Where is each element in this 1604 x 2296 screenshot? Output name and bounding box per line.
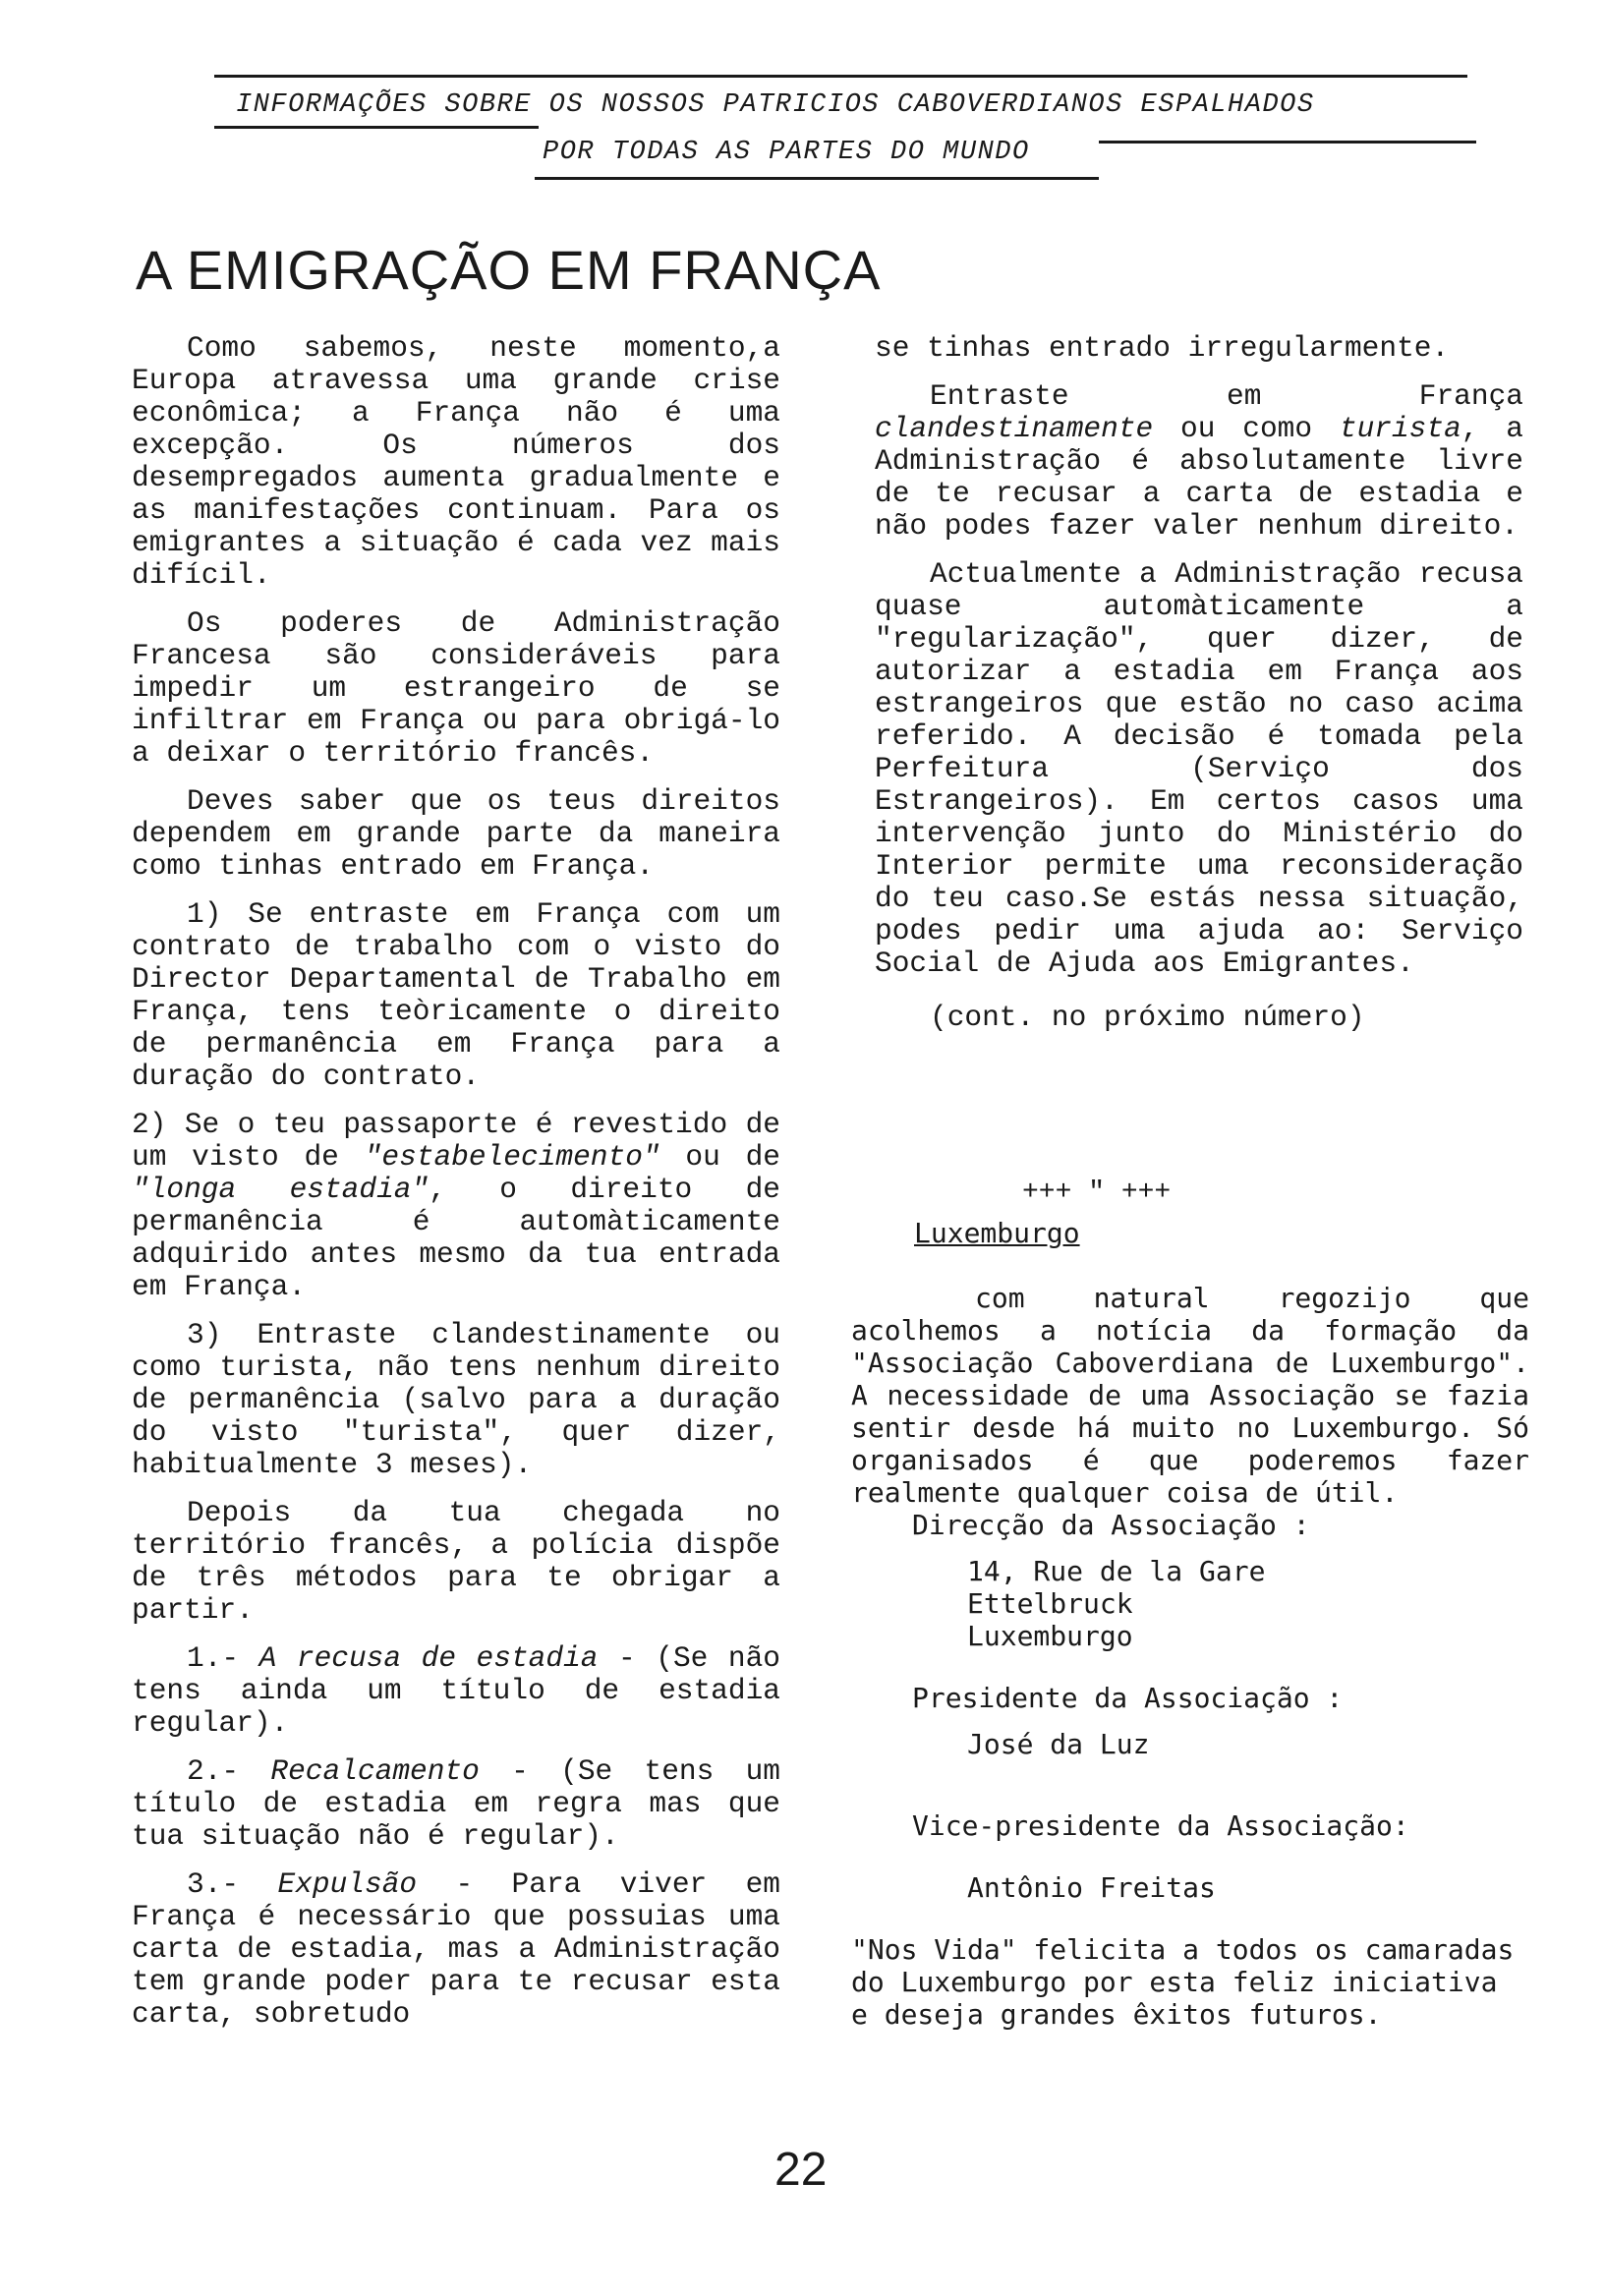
text-run: - (Se não tens ainda um título de estadia regular). bbox=[132, 1641, 780, 1740]
paragraph: Os poderes de Administração Francesa são consideráveis para impedir um estrangeiro de se infiltrar em França ou para obrigá-lo a deixar o território francês. bbox=[132, 606, 780, 770]
header-line-1: INFORMAÇÕES SOBRE OS NOSSOS PATRICIOS CABOVERDIANOS ESPALHADOS bbox=[236, 90, 1315, 120]
paragraph: Depois da tua chegada no território francês, a polícia dispõe de três métodos para te obrigar a partir. bbox=[132, 1496, 780, 1627]
text-run: - (Se tens um título de estadia em regra mas que tua situação não é regular). bbox=[132, 1754, 781, 1853]
continued-note: (cont. no próximo número) bbox=[930, 1001, 1365, 1034]
paragraph: se tinhas entrado irregularmente. bbox=[875, 331, 1450, 365]
text-run: Recalcamento bbox=[270, 1754, 480, 1788]
text-run: ou de bbox=[659, 1140, 780, 1174]
paragraph bbox=[875, 380, 1523, 543]
text-run: Expulsão bbox=[277, 1867, 418, 1901]
paragraph bbox=[132, 1755, 780, 1853]
text-run: 2.- bbox=[187, 1754, 271, 1788]
article-title: A EMIGRAÇÃO EM FRANÇA bbox=[136, 239, 882, 301]
header-middle-rule bbox=[214, 126, 539, 129]
section-heading: Luxemburgo bbox=[914, 1217, 1080, 1249]
address-line: Luxemburgo bbox=[967, 1620, 1133, 1652]
address-label: Direcção da Associação : bbox=[912, 1509, 1310, 1541]
section-separator: +++ " +++ bbox=[1022, 1177, 1172, 1208]
paragraph bbox=[132, 1109, 780, 1303]
text-run: Entraste em França bbox=[930, 379, 1523, 413]
header-middle-rule-right bbox=[1099, 141, 1476, 144]
paragraph: Actualmente a Administração recusa quase automàticamente a "regularização", quer dizer, de autorizar a estadia em França aos estrangeiros que estão no caso acima referido. A decisão é tomada pela Perfeitura (Serviço dos Estrangeiros). Em certos casos uma intervenção junto do Ministério do Interior permite uma reconsideração do teu caso.Se estás nessa situação, podes pedir uma ajuda ao: Serviço Social de Ajuda aos Emigrantes. bbox=[875, 557, 1523, 980]
text-run: "estabelecimento" bbox=[364, 1140, 660, 1174]
vice-president-name: Antônio Freitas bbox=[967, 1871, 1216, 1904]
header-line-2: POR TODAS AS PARTES DO MUNDO bbox=[543, 138, 1030, 167]
header-bottom-rule bbox=[535, 177, 1099, 180]
text-run: , a Administração é absolutamente livre de te recusar a carta de estadia e não podes fazer valer nenhum direito. bbox=[875, 412, 1524, 543]
luxembourg-section bbox=[851, 1282, 1529, 2031]
address-line: 14, Rue de la Gare bbox=[967, 1555, 1266, 1587]
text-run: clandestinamente bbox=[875, 412, 1154, 445]
text-run: A recusa de estadia bbox=[258, 1641, 599, 1675]
paragraph bbox=[132, 1642, 780, 1740]
paragraph bbox=[132, 1868, 780, 2031]
paragraph: 3) Entraste clandestinamente ou como turista, não tens nenhum direito de permanência (salvo para a duração do visto "turista", quer dizer, habitualmente 3 meses). bbox=[132, 1318, 780, 1481]
text-run: turista bbox=[1339, 412, 1461, 445]
text-run: 1.- bbox=[187, 1641, 259, 1675]
page-number: 22 bbox=[774, 2144, 828, 2196]
text-run: ou como bbox=[1153, 412, 1340, 445]
article-right-column bbox=[875, 332, 1523, 1050]
luxembourg-intro: com natural regozijo que acolhemos a notícia da formação da "Associação Caboverdiana de Luxemburgo". A necessidade de uma Associação se fazia sentir desde há muito no Luxemburgo. Só organisados é que poderemos fazer realmente qualquer coisa de útil. bbox=[851, 1282, 1529, 1509]
paragraph: Como sabemos, neste momento,a Europa atravessa uma grande crise econômica; a França não é uma excepção. Os números dos desempregados aumenta gradualmente e as manifestações continuam. Para os emigrantes a situação é cada vez mais difícil. bbox=[132, 331, 780, 592]
president-name: José da Luz bbox=[967, 1728, 1150, 1760]
text-run: "longa estadia" bbox=[132, 1173, 430, 1206]
text-run: - Para viver em França é necessário que possuias uma carta de estadia, mas a Administração tem grande poder para te recusar esta carta, sobretudo bbox=[132, 1867, 781, 2031]
paragraph: 1) Se entraste em França com um contrato de trabalho com o visto do Director Departamental de Trabalho em França, tens teòricamente o direito de permanência em França para a duração do contrato. bbox=[132, 897, 780, 1093]
article-left-column bbox=[132, 332, 780, 2046]
text-run: 2) Se o teu passaporte é revestido de um visto de bbox=[132, 1108, 780, 1174]
text-run: 3.- bbox=[187, 1867, 278, 1901]
closing-note: "Nos Vida" felicita a todos os camaradas do Luxemburgo por esta feliz iniciativa e deseja grandes êxitos futuros. bbox=[851, 1933, 1515, 2031]
paragraph: Deves saber que os teus direitos dependem em grande parte da maneira como tinhas entrado em França. bbox=[132, 784, 780, 883]
address-line: Ettelbruck bbox=[967, 1587, 1133, 1620]
president-label: Presidente da Associação : bbox=[912, 1682, 1344, 1714]
text-run: , o direito de permanência é automàticamente adquirido antes mesmo da tua entrada em França. bbox=[132, 1173, 781, 1303]
vice-president-label: Vice-presidente da Associação: bbox=[912, 1809, 1409, 1842]
header-top-rule bbox=[214, 75, 1467, 78]
